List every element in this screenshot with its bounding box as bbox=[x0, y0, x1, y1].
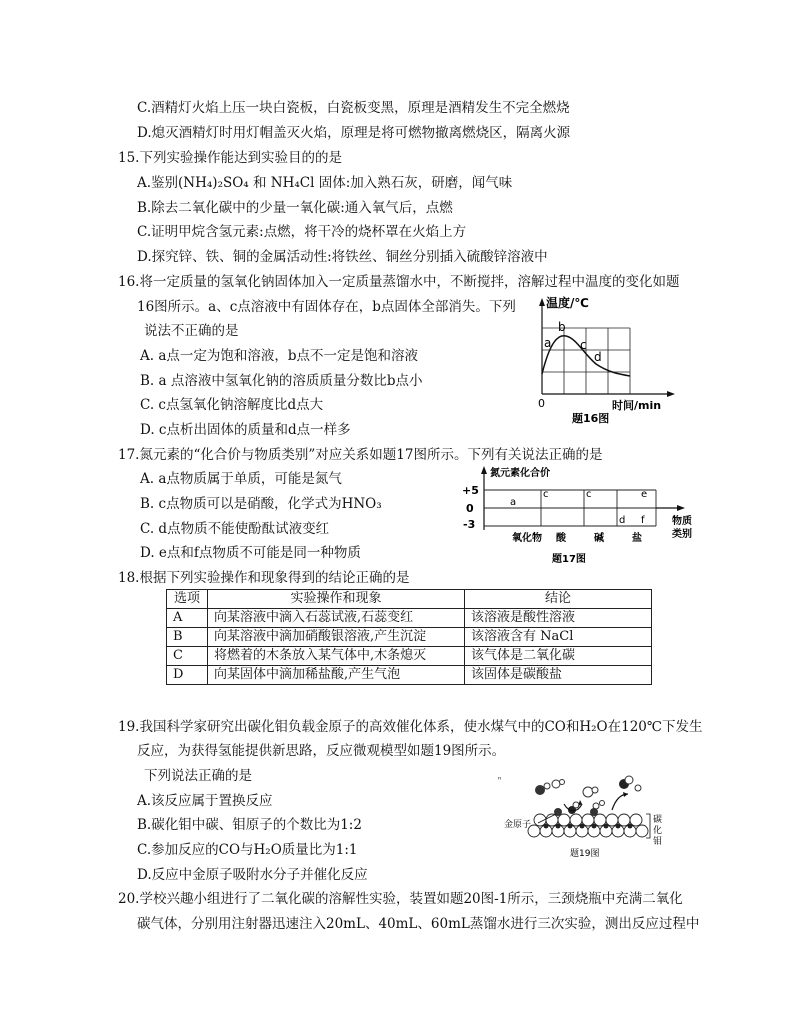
q16-point-d: d bbox=[594, 350, 602, 364]
q17-option-b: B. c点物质可以是硝酸，化学式为HNO₃ bbox=[140, 496, 382, 512]
q17-option-a: A. a点物质属于单质，可能是氮气 bbox=[140, 471, 342, 487]
q19-option-c: C.参加反应的CO与H₂O质量比为1:1 bbox=[137, 842, 358, 858]
option-c-line: C.酒精灯火焰上压一块白瓷板，白瓷板变黑，原理是酒精发生不完全燃烧 bbox=[137, 100, 570, 116]
option-d-line: D.熄灭酒精灯时用灯帽盖灭火焰，原理是将可燃物撤离燃烧区，隔离火源 bbox=[137, 125, 571, 141]
table-header-row bbox=[167, 590, 652, 609]
q17-xcat-oxide: 氧化物 bbox=[512, 533, 542, 544]
q17-ytick-p5: +5 bbox=[462, 484, 479, 497]
q17-ytick-0: 0 bbox=[466, 502, 474, 515]
q17-ytick-m3: -3 bbox=[463, 518, 476, 531]
table-row bbox=[167, 628, 652, 647]
table-cell: 该固体是碳酸盐 bbox=[465, 666, 652, 685]
q16-option-d: D. c点析出固体的质量和d点一样多 bbox=[140, 422, 351, 438]
q17-point-c2: c bbox=[586, 489, 592, 500]
q19-caption: 题19图 bbox=[570, 849, 600, 859]
q17-xcat-base: 碱 bbox=[594, 533, 604, 544]
q17-xcat-salt: 盐 bbox=[632, 533, 642, 544]
q17-point-f: f bbox=[641, 515, 645, 526]
table-row bbox=[167, 666, 652, 685]
q16-stem-2: 16图所示。a、c点溶液中有固体存在，b点固体全部消失。下列 bbox=[137, 299, 516, 315]
q19-option-b: B.碳化钼中碳、钼原子的个数比为1:2 bbox=[137, 817, 362, 833]
table-cell: B bbox=[167, 628, 208, 647]
q16-option-a: A. a点一定为饱和溶液，b点不一定是饱和溶液 bbox=[140, 348, 419, 364]
q18-stem: 18.根据下列实验操作和现象得到的结论正确的是 bbox=[118, 570, 410, 586]
q16-option-b: B. a 点溶液中氢氧化钠的溶质质量分数比b点小 bbox=[140, 373, 423, 389]
q17-xlabel-2: 类别 bbox=[672, 529, 692, 540]
q17-caption: 题17图 bbox=[552, 554, 586, 565]
q17-point-d: d bbox=[619, 515, 626, 526]
q15-option-d: D.探究锌、铁、铜的金属活动性:将铁丝、铜丝分别插入硫酸锌溶液中 bbox=[137, 249, 548, 265]
q19-option-d: D.反应中金原子吸附水分子并催化反应 bbox=[137, 867, 368, 883]
table-header-conclusion: 结论 bbox=[465, 590, 652, 609]
q16-figure bbox=[520, 294, 680, 424]
q16-caption: 题16图 bbox=[572, 412, 610, 424]
q17-point-e: e bbox=[641, 489, 648, 500]
q17-figure bbox=[460, 464, 700, 568]
q17-option-d: D. e点和f点物质不可能是同一种物质 bbox=[140, 545, 361, 561]
q15-option-a: A.鉴别(NH₄)₂SO₄ 和 NH₄Cl 固体:加入熟石灰，研磨，闻气味 bbox=[137, 175, 513, 191]
q17-xcat-acid: 酸 bbox=[556, 533, 566, 544]
table-cell: 将燃着的木条放入某气体中,木条熄灭 bbox=[208, 647, 465, 666]
svg-text:ⁿ: ⁿ bbox=[498, 775, 502, 784]
table-cell: 向某固体中滴加稀盐酸,产生气泡 bbox=[208, 666, 465, 685]
q15-option-b: B.除去二氧化碳中的少量一氧化碳:通入氧气后，点燃 bbox=[137, 200, 453, 216]
q19-label-gold: 金原子 bbox=[504, 820, 532, 830]
table-cell: 该溶液含有 NaCl bbox=[465, 628, 652, 647]
q19-figure bbox=[496, 770, 666, 870]
q19-label-mo-2: 化 bbox=[653, 826, 663, 836]
q17-ylabel: 氮元素化合价 bbox=[490, 468, 550, 479]
q16-stem-3: 说法不正确的是 bbox=[144, 323, 239, 339]
table-header-operation: 实验操作和现象 bbox=[208, 590, 465, 609]
q16-point-c: c bbox=[580, 338, 587, 352]
table-cell: 该气体是二氧化碳 bbox=[465, 647, 652, 666]
q16-origin: 0 bbox=[538, 397, 545, 410]
table-row bbox=[167, 647, 652, 666]
q20-line-1: 20.学校兴趣小组进行了二氧化碳的溶解性实验，装置如题20图-1所示，三颈烧瓶中充满二氧化 bbox=[118, 891, 683, 907]
table-cell: D bbox=[167, 666, 208, 685]
q19-stem-3: 下列说法正确的是 bbox=[144, 768, 252, 784]
q17-point-a: a bbox=[510, 497, 517, 508]
q17-xlabel-1: 物质 bbox=[672, 516, 692, 527]
q19-label-mo-3: 钼 bbox=[653, 837, 663, 847]
table-cell: 该溶液是酸性溶液 bbox=[465, 609, 652, 628]
q16-point-b: b bbox=[558, 320, 566, 334]
table-cell: 向某溶液中滴入石蕊试液,石蕊变红 bbox=[208, 609, 465, 628]
table-cell: A bbox=[167, 609, 208, 628]
q16-ylabel: 温度/℃ bbox=[546, 296, 589, 310]
table-header-option: 选项 bbox=[167, 590, 208, 609]
q15-option-c: C.证明甲烷含氢元素:点燃，将干冷的烧杯罩在火焰上方 bbox=[137, 224, 467, 240]
q19-label-mo-1: 碳 bbox=[653, 815, 663, 825]
q15-stem: 15.下列实验操作能达到实验目的的是 bbox=[118, 150, 342, 166]
table-row bbox=[167, 609, 652, 628]
q16-stem-1: 16.将一定质量的氢氧化钠固体加入一定质量蒸馏水中，不断搅拌，溶解过程中温度的变化如题 bbox=[118, 274, 680, 290]
q16-xlabel: 时间/min bbox=[612, 399, 662, 412]
q19-stem-1: 19.我国科学家研究出碳化钼负载金原子的高效催化体系，使水煤气中的CO和H₂O在120℃下发生 bbox=[118, 719, 703, 735]
q17-point-c1: c bbox=[543, 489, 549, 500]
table-cell: C bbox=[167, 647, 208, 666]
q17-option-c: C. d点物质不能使酚酞试液变红 bbox=[140, 521, 330, 537]
q16-point-a: a bbox=[544, 336, 552, 350]
q18-table bbox=[166, 589, 652, 685]
q19-stem-2: 反应，为获得氢能提供新思路，反应微观模型如题19图所示。 bbox=[137, 743, 506, 759]
q20-line-2: 碳气体，分别用注射器迅速注入20mL、40mL、60mL蒸馏水进行三次实验，测出反应过程中 bbox=[137, 916, 700, 932]
q17-grid bbox=[484, 490, 656, 526]
q16-option-c: C. c点氢氧化钠溶解度比d点大 bbox=[140, 397, 324, 413]
q17-stem: 17.氮元素的“化合价与物质类别”对应关系如题17图所示。下列有关说法正确的是 bbox=[118, 447, 603, 463]
table-cell: 向某溶液中滴加硝酸银溶液,产生沉淀 bbox=[208, 628, 465, 647]
q19-option-a: A.该反应属于置换反应 bbox=[137, 793, 273, 809]
